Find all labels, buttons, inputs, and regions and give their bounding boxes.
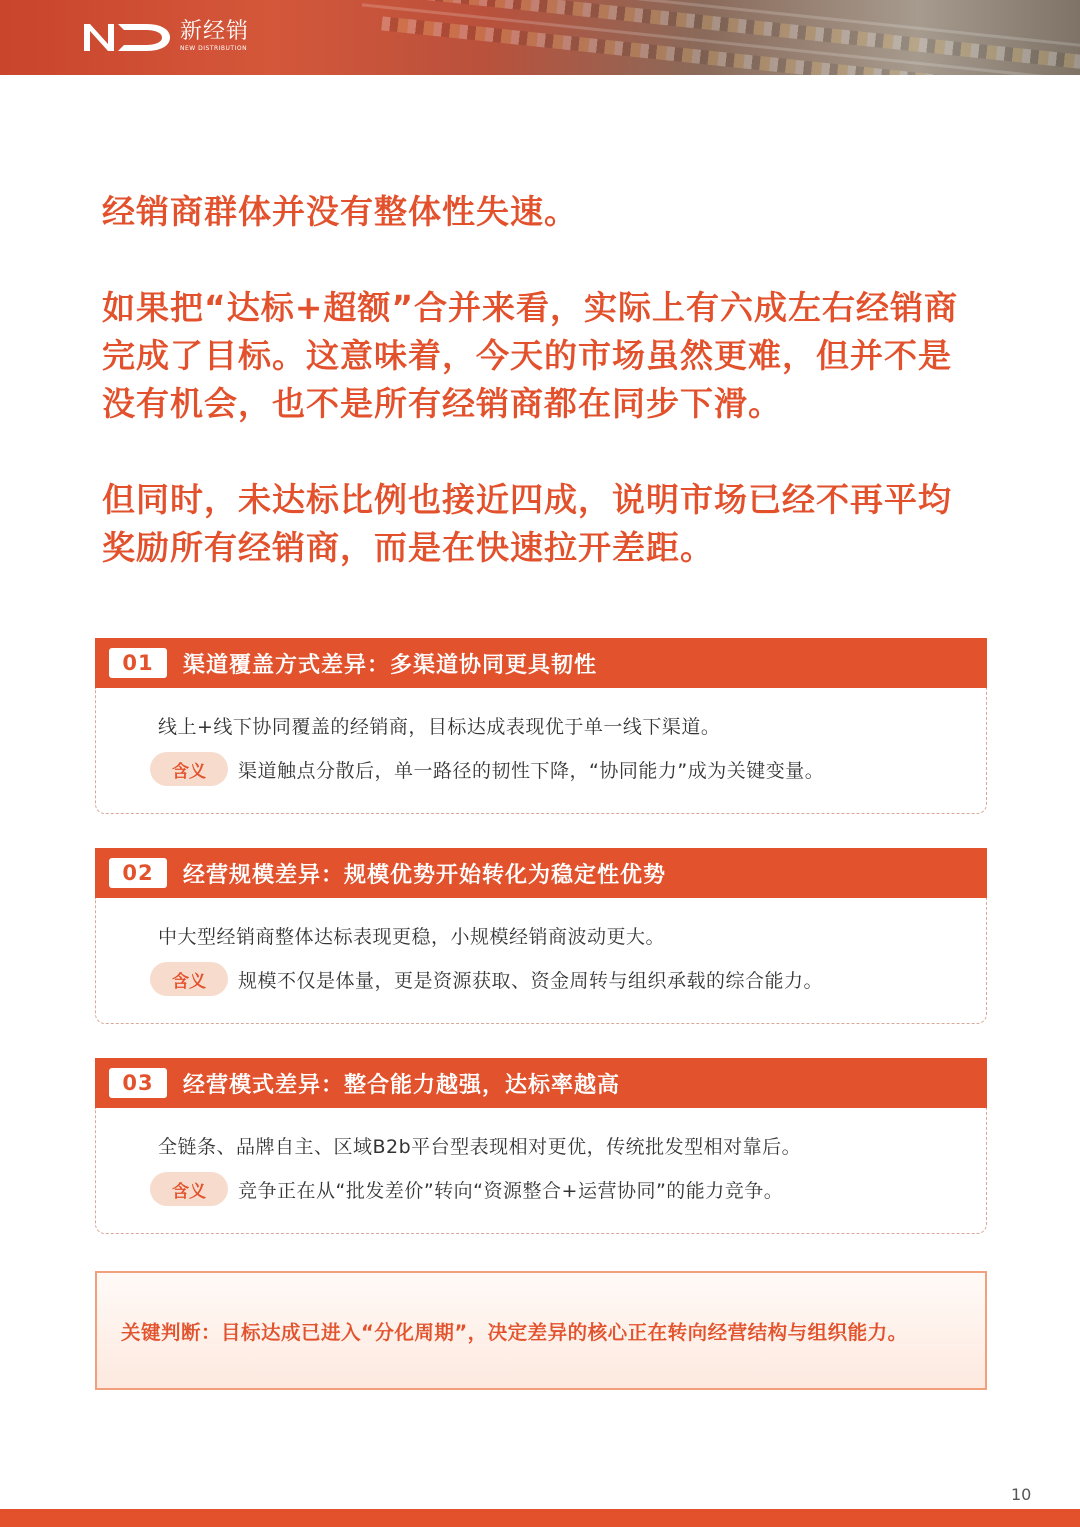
brand-name-cn: 新经销: [180, 18, 250, 44]
meaning-badge: 含义: [150, 752, 228, 786]
card-number: 03: [109, 1068, 167, 1098]
card-finding-text: 线上+线下协同覆盖的经销商，目标达成表现优于单一线下渠道。: [158, 716, 721, 738]
card-meaning-text: 竞争正在从“批发差价”转向“资源整合+运营协同”的能力竞争。: [238, 1179, 784, 1202]
card-number: 01: [109, 648, 167, 678]
key-judgement-box: [95, 1271, 987, 1390]
finding-card: [95, 848, 987, 1024]
card-title: 经营模式差异：整合能力越强，达标率越高: [183, 1072, 621, 1098]
card-finding-text: 全链条、品牌自主、区域B2b平台型表现相对更优，传统批发型相对靠后。: [158, 1136, 802, 1158]
header-banner: [0, 0, 1080, 75]
card-header: [95, 638, 987, 688]
card-header: [95, 848, 987, 898]
nd-logo-icon: [82, 18, 172, 54]
card-header: [95, 1058, 987, 1108]
finding-card: [95, 638, 987, 814]
lead-paragraph-2: 如果把“达标+超额”合并来看，实际上有六成左右经销商完成了目标。这意味着，今天的市场虽然更难，但并不是没有机会，也不是所有经销商都在同步下滑。: [102, 288, 959, 423]
key-judgement-text: 关键判断：目标达成已进入“分化周期”，决定差异的核心正在转向经营结构与组织能力。: [121, 1320, 908, 1344]
card-meaning-row: [150, 1172, 783, 1206]
meaning-badge: 含义: [150, 962, 228, 996]
page-number: 10: [1011, 1485, 1032, 1504]
brand-logo: [82, 16, 249, 56]
card-body: [95, 1108, 987, 1234]
card-body: [95, 898, 987, 1024]
card-title: 经营规模差异：规模优势开始转化为稳定性优势: [183, 862, 667, 888]
card-number: 02: [109, 858, 167, 888]
lead-paragraph-1: 经销商群体并没有整体性失速。: [102, 192, 578, 231]
card-meaning-row: [150, 962, 823, 996]
card-body: [95, 688, 987, 814]
meaning-badge: 含义: [150, 1172, 228, 1206]
footer-bar: [0, 1509, 1080, 1527]
card-meaning-text: 渠道触点分散后，单一路径的韧性下降，“协同能力”成为关键变量。: [238, 759, 825, 782]
card-meaning-row: [150, 752, 824, 786]
brand-text: [180, 18, 250, 52]
brand-name-en: NEW DISTRIBUTION: [180, 44, 248, 52]
finding-card: [95, 1058, 987, 1234]
card-title: 渠道覆盖方式差异：多渠道协同更具韧性: [183, 652, 598, 678]
card-finding-text: 中大型经销商整体达标表现更稳，小规模经销商波动更大。: [158, 926, 666, 948]
lead-paragraph-3: 但同时，未达标比例也接近四成，说明市场已经不再平均奖励所有经销商，而是在快速拉开差距。: [102, 480, 952, 567]
card-meaning-text: 规模不仅是体量，更是资源获取、资金周转与组织承载的综合能力。: [238, 969, 824, 992]
